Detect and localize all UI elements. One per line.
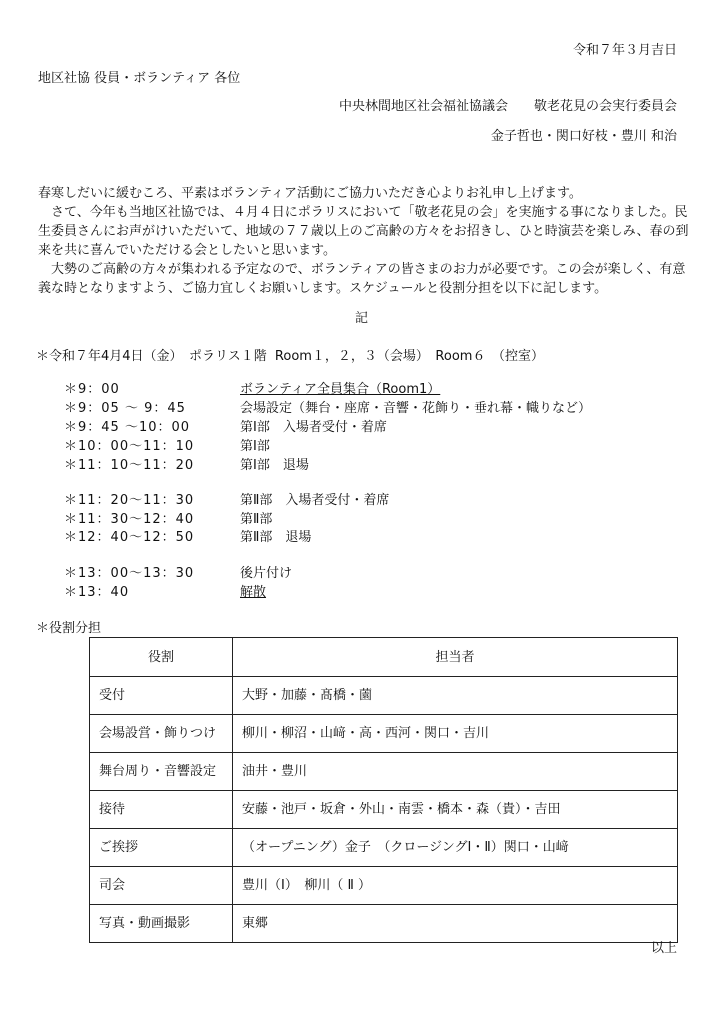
assignee-cell: 東郷 (233, 905, 678, 943)
letter-body (38, 184, 698, 298)
schedule-item (64, 567, 292, 580)
roles-table (89, 637, 678, 943)
addressee: 地区社協 役員・ボランティア 各位 (38, 71, 241, 86)
schedule-activity: 第Ⅰ部 (240, 439, 270, 454)
body-paragraph: さて、今年も当地区社協では、４月４日にポラリスにおいて「敬老花見の会」を実施する事になりました。民生委員さんにお声がけいただいて、地域の７７歳以上のご高齢の方々をお招きし、ひと時演芸を楽しみ、春の到来を共に喜んでいただける会としたいと思います。 (38, 205, 689, 258)
schedule-activity: 第Ⅰ部 退場 (240, 458, 309, 473)
assignee-cell: 柳川・柳沼・山﨑・高・西河・関口・吉川 (233, 715, 678, 753)
schedule-time: ＊10：00～11：10 (64, 439, 195, 454)
table-row (90, 715, 678, 753)
role-cell: 受付 (90, 677, 233, 715)
role-cell: 写真・動画撮影 (90, 905, 233, 943)
assignee-cell: （オープニング）金子 （クロージングⅠ・Ⅱ）関口・山﨑 (233, 829, 678, 867)
schedule-item (64, 421, 387, 434)
schedule-item (64, 459, 309, 472)
schedule-item (64, 402, 591, 415)
role-cell: 舞台周り・音響設定 (90, 753, 233, 791)
schedule-activity: 解散 (240, 585, 267, 600)
assignee-cell: 大野・加藤・髙橋・薗 (233, 677, 678, 715)
document-date: 令和７年３月吉日 (572, 43, 677, 58)
role-cell: 会場設営・飾りつけ (90, 715, 233, 753)
ki-heading: 記 (355, 311, 369, 326)
body-paragraph: 春寒しだいに緩むころ、平素はボランティア活動にご協力いただき心よりお礼申し上げます。 (38, 186, 582, 201)
assignee-cell: 豊川（Ⅰ） 柳川（ Ⅱ ） (233, 867, 678, 905)
assignee-cell: 安藤・池戸・坂倉・外山・南雲・橋本・森（貴）・吉田 (233, 791, 678, 829)
signers: 金子哲也・関口好枝・豊川 和治 (490, 129, 677, 144)
schedule-item (64, 383, 440, 396)
closing-mark: 以上 (650, 941, 677, 956)
table-row (90, 791, 678, 829)
roles-title: ＊役割分担 (36, 621, 102, 636)
header-assignees: 担当者 (233, 638, 678, 677)
schedule-time: ＊13：00～13：30 (64, 566, 195, 581)
schedule-activity: 第Ⅱ部 (240, 512, 273, 527)
role-cell: 接待 (90, 791, 233, 829)
schedule-time: ＊11：30～12：40 (64, 512, 195, 527)
sender-organization: 中央林間地区社会福祉協議会 敬老花見の会実行委員会 (338, 99, 677, 114)
table-row (90, 905, 678, 943)
role-cell: 司会 (90, 867, 233, 905)
schedule-activity: 第Ⅱ部 退場 (240, 530, 312, 545)
table-row (90, 753, 678, 791)
schedule-time: ＊11：10～11：20 (64, 458, 195, 473)
body-paragraph: 大勢のご高齢の方々が集われる予定なので、ボランティアの皆さまのお力が必要です。この会が楽しく、有意義な時となりますよう、ご協力宜しくお願いします。スケジュールと役割分担を以下に記します。 (38, 262, 686, 296)
schedule-activity: ボランティア全員集合（Room1） (240, 382, 441, 397)
schedule-time: ＊9：45 ～10：00 (64, 420, 191, 435)
schedule-item (64, 513, 272, 526)
schedule-item (64, 586, 266, 599)
schedule-activity: 第Ⅰ部 入場者受付・着席 (240, 420, 387, 435)
schedule-activity: 第Ⅱ部 入場者受付・着席 (240, 493, 390, 508)
table-row (90, 867, 678, 905)
schedule-time: ＊13：40 (64, 585, 130, 600)
schedule-time: ＊9：05 ～ 9：45 (64, 401, 186, 416)
event-line: ＊令和７年4月4日（金） ポラリス１階 Room１，２，３（会場） Room６ （控室） (36, 349, 544, 364)
header-role: 役割 (90, 638, 233, 677)
schedule-time: ＊11：20～11：30 (64, 493, 195, 508)
role-cell: ご挨拶 (90, 829, 233, 867)
assignee-cell: 油井・豊川 (233, 753, 678, 791)
schedule-item (64, 494, 389, 507)
schedule-activity: 後片付け (240, 566, 293, 581)
schedule-item (64, 531, 311, 544)
schedule-time: ＊9：00 (64, 382, 120, 397)
schedule-time: ＊12：40～12：50 (64, 530, 195, 545)
table-row (90, 677, 678, 715)
schedule-item (64, 440, 270, 453)
table-row (90, 829, 678, 867)
schedule-activity: 会場設定（舞台・座席・音響・花飾り・垂れ幕・幟りなど） (240, 401, 592, 416)
table-header-row (90, 638, 678, 677)
